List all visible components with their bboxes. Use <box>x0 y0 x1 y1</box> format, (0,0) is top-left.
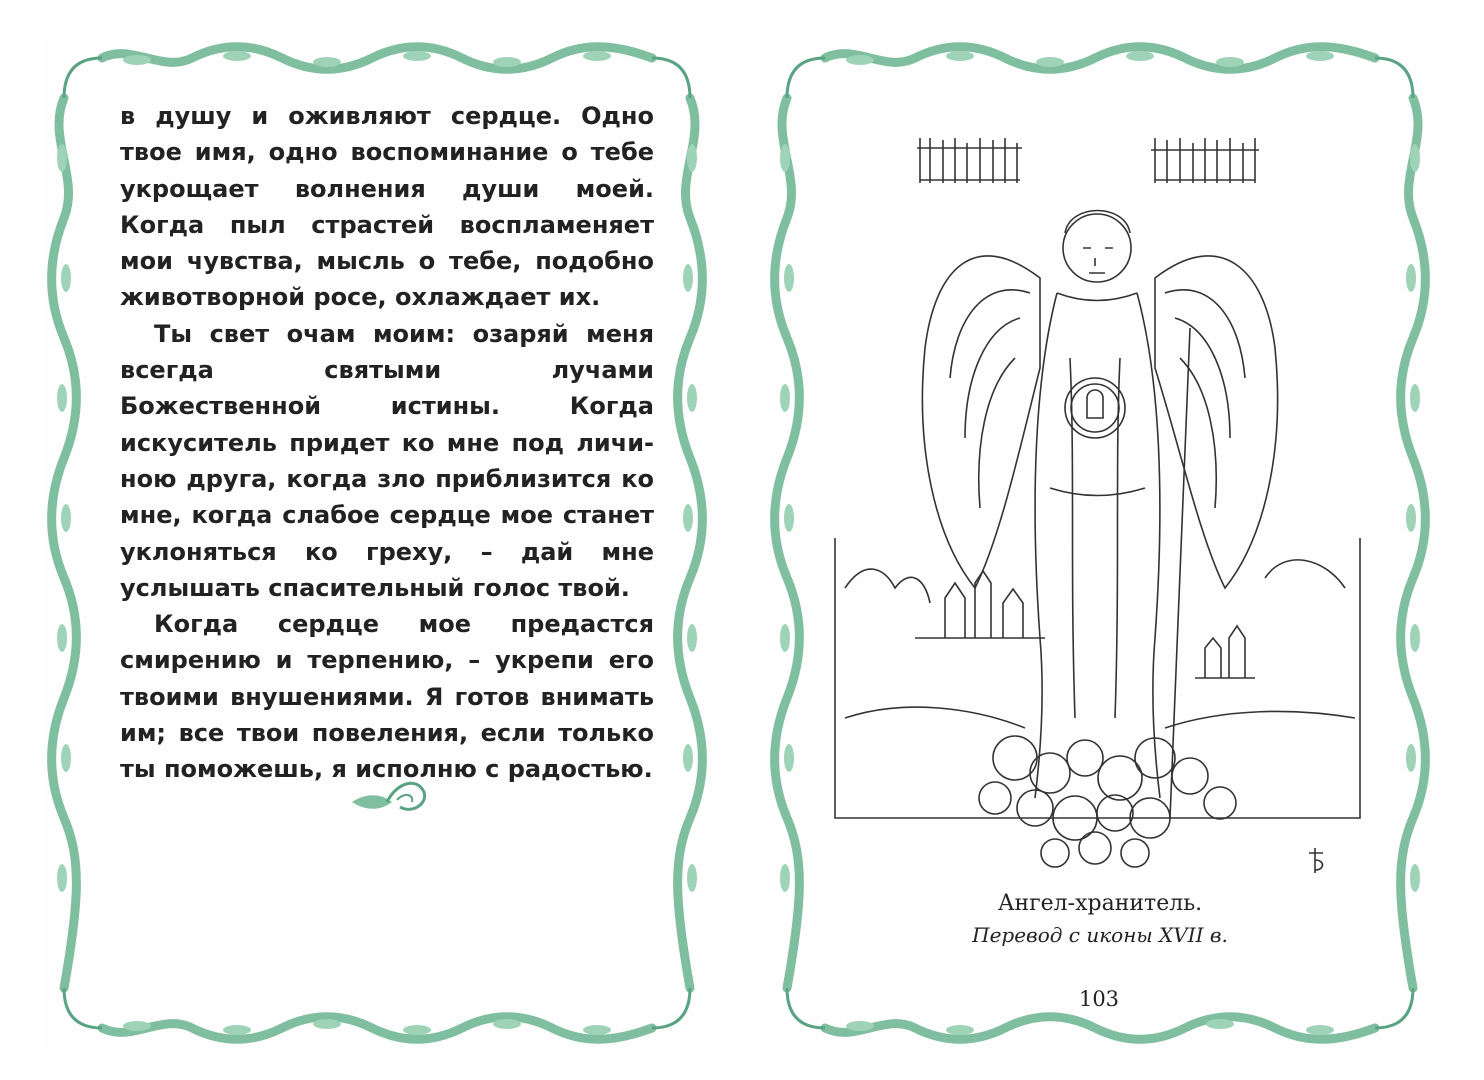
left-page <box>42 38 712 1048</box>
guardian-angel-illustration <box>825 118 1375 878</box>
prayer-text <box>120 98 654 788</box>
slavonic-inscription-right-icon <box>1151 138 1259 183</box>
paragraph: Когда сердце мое предастся смирению и терпению, – укрепи его твоими внушениями. Я готов внимать им; все твои повеления, если только ты поможешь, я исполню с радостью. <box>120 610 654 784</box>
illustration-caption-title: Ангел-хранитель. <box>997 891 1203 916</box>
illustration-caption-subtitle: Перевод с иконы XVII в. <box>972 923 1228 947</box>
right-page <box>765 38 1435 1048</box>
paragraph: Ты свет очам моим: озаряй меня всегда святыми лучами Божественной истины. Когда искуситель придет ко мне под личиною друга, когда зло приблизится ко мне, когда слабое сердце мое станет уклоняться ко греху, – дай мне услышать спасительный голос твой. <box>120 319 654 602</box>
fleuron-ornament-icon <box>342 762 432 822</box>
paragraph: в душу и оживляют сердце. Одно твое имя, одно воспоминание о тебе укрощает волнения души моей. Когда пыл страстей воспламеняет мои чувства, мысль о тебе, подобно животворной росе, охлаждает их. <box>120 102 654 312</box>
slavonic-inscription-left-icon <box>917 138 1022 183</box>
page-number: 103 <box>1069 984 1129 1014</box>
